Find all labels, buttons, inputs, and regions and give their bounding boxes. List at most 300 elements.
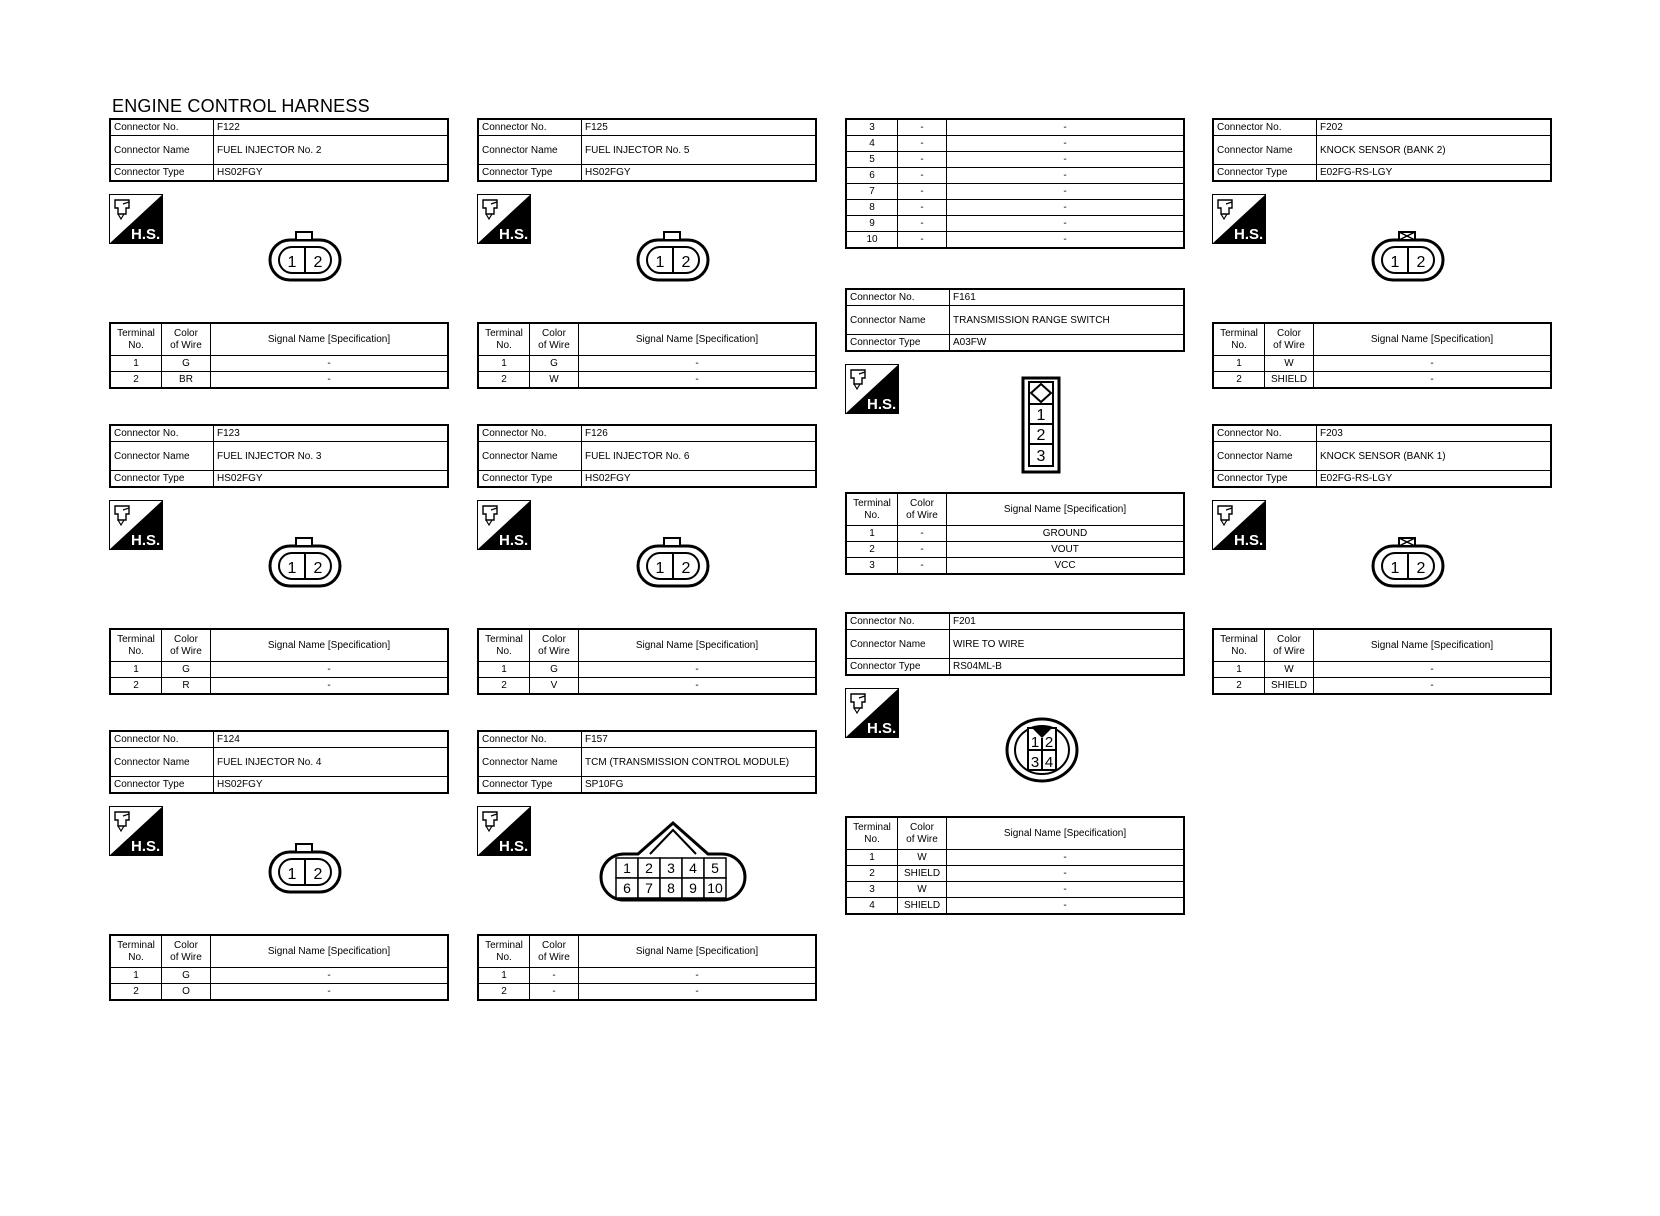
connector-info-f122 [109,118,449,182]
pin-label: 1 [623,860,631,876]
signal-table-f123 [109,628,449,695]
pin-label: 1 [1390,254,1400,271]
hs-label: H.S. [867,720,897,737]
signal-cell: - [211,356,449,372]
table-row [478,662,816,678]
terminal-cell: 2 [846,542,898,558]
pin-label: 1 [287,560,297,577]
harness-side-icon [1212,500,1266,550]
table-row [110,968,448,984]
terminal-cell: 5 [846,152,898,168]
pin-label: 10 [707,880,723,896]
signal-cell: - [579,984,817,1001]
terminal-cell: 2 [110,678,162,695]
pin-label: 1 [287,866,297,883]
signal-cell: VCC [947,558,1185,575]
connector-no-label: Connector No. [110,425,214,442]
pin-label: 7 [645,880,653,896]
terminal-cell: 1 [1213,662,1265,678]
hs-label: H.S. [499,838,529,855]
pin-label: 1 [1036,407,1046,424]
table-row [1213,678,1551,695]
connector-name-label: Connector Name [478,136,582,165]
color-cell: BR [162,372,211,389]
connector-no-value: F157 [582,731,817,748]
connector-face-f157 [598,820,748,909]
signal-table-header [478,935,816,968]
connector-name-value: FUEL INJECTOR No. 4 [214,748,449,777]
color-cell: G [530,662,579,678]
connector-face-f122 [268,230,342,289]
connector-name-label: Connector Name [478,748,582,777]
signal-table-header [1213,629,1551,662]
color-cell: - [898,526,947,542]
table-row [846,119,1184,136]
connector-type-label: Connector Type [110,165,214,182]
connector-no-label: Connector No. [1213,119,1317,136]
pin-label: 4 [689,860,697,876]
signal-cell: - [947,850,1185,866]
connector-no-value: F124 [214,731,449,748]
signal-table-f157 [477,934,817,1001]
connector-info-f203 [1212,424,1552,488]
signal-table-f201 [845,816,1185,915]
connector-face-f126 [636,536,710,595]
connector-type-label: Connector Type [846,659,950,676]
pin-label: 3 [1036,448,1046,465]
connector-info-f126 [477,424,817,488]
hs-label: H.S. [499,532,529,549]
connector-name-value: TRANSMISSION RANGE SWITCH [950,306,1185,335]
connector-no-value: F126 [582,425,817,442]
pin-label: 2 [313,560,323,577]
connector-face-f161 [1021,376,1061,479]
pin-label: 3 [667,860,675,876]
color-header: Color of Wire [162,323,211,356]
table-row [846,184,1184,200]
signal-table-header [846,493,1184,526]
terminal-header: Terminal No. [110,935,162,968]
signal-cell: - [947,882,1185,898]
connector-no-value: F202 [1317,119,1552,136]
signal-cell: - [211,662,449,678]
terminal-cell: 1 [478,662,530,678]
connector-name-value: FUEL INJECTOR No. 3 [214,442,449,471]
connector-no-value: F161 [950,289,1185,306]
color-cell: W [530,372,579,389]
pin-label: 2 [1416,560,1426,577]
terminal-header: Terminal No. [110,629,162,662]
table-row [110,678,448,695]
pin-label: 6 [623,880,631,896]
terminal-cell: 3 [846,119,898,136]
connector-no-value: F201 [950,613,1185,630]
pin-label: 1 [655,254,665,271]
harness-side-icon [845,688,899,738]
terminal-cell: 2 [1213,678,1265,695]
terminal-cell: 2 [478,984,530,1001]
connector-type-value: E02FG-RS-LGY [1317,165,1552,182]
harness-side-icon [477,806,531,856]
table-row [478,372,816,389]
signal-cell: - [947,200,1185,216]
signal-header: Signal Name [Specification] [211,323,449,356]
color-cell: SHIELD [1265,372,1314,389]
terminal-header: Terminal No. [846,817,898,850]
connector-type-value: HS02FGY [582,471,817,488]
connector-name-label: Connector Name [1213,136,1317,165]
signal-cell: - [579,372,817,389]
connector-info-f201 [845,612,1185,676]
pin-label: 2 [681,254,691,271]
terminal-cell: 4 [846,898,898,915]
table-row [846,232,1184,249]
pin-label: 8 [667,880,675,896]
terminal-cell: 1 [1213,356,1265,372]
signal-cell: - [1314,372,1552,389]
connector-name-label: Connector Name [846,306,950,335]
table-row [1213,356,1551,372]
hs-label: H.S. [131,226,161,243]
color-header: Color of Wire [162,629,211,662]
signal-header: Signal Name [Specification] [579,629,817,662]
connector-name-label: Connector Name [110,748,214,777]
signal-table-header [478,629,816,662]
connector-name-label: Connector Name [110,442,214,471]
connector-type-value: SP10FG [582,777,817,794]
color-cell: - [530,984,579,1001]
connector-name-value: WIRE TO WIRE [950,630,1185,659]
harness-side-icon [109,806,163,856]
terminal-header: Terminal No. [110,323,162,356]
terminal-cell: 1 [846,850,898,866]
hs-label: H.S. [131,838,161,855]
harness-side-icon [477,194,531,244]
signal-table-f202 [1212,322,1552,389]
color-header: Color of Wire [530,935,579,968]
table-row [846,542,1184,558]
color-header: Color of Wire [530,323,579,356]
table-row [846,168,1184,184]
connector-no-value: F125 [582,119,817,136]
signal-table-f161 [845,492,1185,575]
hs-label: H.S. [131,532,161,549]
terminal-cell: 8 [846,200,898,216]
terminal-cell: 2 [478,372,530,389]
signal-cell: - [1314,678,1552,695]
color-header: Color of Wire [1265,323,1314,356]
connector-no-label: Connector No. [478,425,582,442]
signal-table-header [846,817,1184,850]
table-row [478,356,816,372]
terminal-cell: 1 [846,526,898,542]
signal-header: Signal Name [Specification] [947,817,1185,850]
signal-cell: - [579,662,817,678]
connector-name-value: FUEL INJECTOR No. 2 [214,136,449,165]
connector-name-value: KNOCK SENSOR (BANK 1) [1317,442,1552,471]
terminal-header: Terminal No. [478,629,530,662]
signal-cell: - [1314,662,1552,678]
signal-cell: - [947,216,1185,232]
signal-table-f125 [477,322,817,389]
connector-face-f202 [1371,230,1445,289]
connector-type-label: Connector Type [846,335,950,352]
signal-table-f157_cont [845,118,1185,249]
terminal-cell: 2 [110,372,162,389]
signal-cell: GROUND [947,526,1185,542]
connector-no-label: Connector No. [110,731,214,748]
table-row [110,356,448,372]
connector-no-value: F203 [1317,425,1552,442]
signal-cell: - [947,168,1185,184]
signal-cell: - [947,866,1185,882]
pin-label: 2 [313,254,323,271]
connector-type-label: Connector Type [478,777,582,794]
color-cell: W [898,850,947,866]
color-cell: G [162,356,211,372]
hs-label: H.S. [1234,226,1264,243]
color-cell: - [898,184,947,200]
connector-name-value: KNOCK SENSOR (BANK 2) [1317,136,1552,165]
signal-header: Signal Name [Specification] [211,935,449,968]
connector-info-f202 [1212,118,1552,182]
connector-face-f124 [268,842,342,901]
pin-label: 1 [1030,734,1040,751]
terminal-cell: 3 [846,558,898,575]
color-header: Color of Wire [898,493,947,526]
pin-label: 2 [1044,734,1054,751]
signal-cell: - [1314,356,1552,372]
table-row [846,200,1184,216]
signal-table-header [478,323,816,356]
pin-label: 1 [287,254,297,271]
color-cell: - [898,542,947,558]
signal-header: Signal Name [Specification] [1314,323,1552,356]
connector-face-f201 [1004,714,1080,789]
color-header: Color of Wire [1265,629,1314,662]
table-row [110,662,448,678]
hs-label: H.S. [867,396,897,413]
terminal-cell: 6 [846,168,898,184]
signal-cell: - [947,232,1185,249]
color-cell: - [530,968,579,984]
signal-cell: - [211,678,449,695]
connector-info-f161 [845,288,1185,352]
pin-label: 3 [1030,754,1040,771]
signal-cell: - [579,968,817,984]
table-row [846,152,1184,168]
terminal-cell: 2 [478,678,530,695]
color-cell: - [898,558,947,575]
terminal-cell: 2 [846,866,898,882]
connector-name-label: Connector Name [478,442,582,471]
terminal-cell: 1 [478,968,530,984]
color-header: Color of Wire [162,935,211,968]
color-cell: G [530,356,579,372]
connector-type-label: Connector Type [478,471,582,488]
color-cell: - [898,136,947,152]
color-cell: - [898,232,947,249]
table-row [846,898,1184,915]
connector-name-value: FUEL INJECTOR No. 5 [582,136,817,165]
signal-table-f122 [109,322,449,389]
signal-cell: - [211,372,449,389]
signal-cell: - [947,136,1185,152]
signal-cell: - [579,678,817,695]
signal-cell: - [579,356,817,372]
color-cell: W [898,882,947,898]
terminal-cell: 1 [110,356,162,372]
connector-face-f123 [268,536,342,595]
signal-header: Signal Name [Specification] [1314,629,1552,662]
connector-type-label: Connector Type [478,165,582,182]
color-cell: - [898,200,947,216]
connector-no-value: F123 [214,425,449,442]
signal-cell: - [947,898,1185,915]
connector-type-value: RS04ML-B [950,659,1185,676]
pin-label: 4 [1044,754,1054,771]
color-cell: - [898,216,947,232]
pin-label: 1 [1390,560,1400,577]
terminal-header: Terminal No. [846,493,898,526]
color-cell: SHIELD [898,898,947,915]
color-cell: G [162,968,211,984]
signal-header: Signal Name [Specification] [947,493,1185,526]
terminal-cell: 2 [1213,372,1265,389]
connector-name-label: Connector Name [1213,442,1317,471]
color-cell: SHIELD [898,866,947,882]
color-cell: O [162,984,211,1001]
color-header: Color of Wire [898,817,947,850]
signal-table-header [110,935,448,968]
color-cell: SHIELD [1265,678,1314,695]
connector-type-value: HS02FGY [214,471,449,488]
color-cell: - [898,119,947,136]
table-row [1213,662,1551,678]
pin-label: 1 [655,560,665,577]
pin-label: 5 [711,860,719,876]
pin-label: 2 [645,860,653,876]
connector-type-value: HS02FGY [214,777,449,794]
harness-side-icon [109,194,163,244]
connector-type-value: E02FG-RS-LGY [1317,471,1552,488]
harness-side-icon [109,500,163,550]
table-row [846,850,1184,866]
connector-no-label: Connector No. [478,731,582,748]
color-cell: V [530,678,579,695]
connector-name-label: Connector Name [110,136,214,165]
connector-info-f124 [109,730,449,794]
connector-type-label: Connector Type [1213,471,1317,488]
page-title: ENGINE CONTROL HARNESS [112,96,370,116]
connector-type-value: A03FW [950,335,1185,352]
connector-type-label: Connector Type [1213,165,1317,182]
table-row [110,372,448,389]
terminal-cell: 3 [846,882,898,898]
table-row [478,968,816,984]
table-row [846,558,1184,575]
connector-name-label: Connector Name [846,630,950,659]
color-cell: - [898,168,947,184]
table-row [846,526,1184,542]
terminal-header: Terminal No. [478,935,530,968]
table-row [846,216,1184,232]
color-cell: - [898,152,947,168]
terminal-cell: 1 [110,968,162,984]
color-cell: G [162,662,211,678]
signal-table-header [1213,323,1551,356]
color-cell: R [162,678,211,695]
connector-type-label: Connector Type [110,471,214,488]
hs-label: H.S. [1234,532,1264,549]
pin-label: 2 [681,560,691,577]
connector-info-f157 [477,730,817,794]
signal-cell: - [947,119,1185,136]
table-row [478,984,816,1001]
connector-no-label: Connector No. [110,119,214,136]
signal-header: Signal Name [Specification] [579,323,817,356]
color-cell: W [1265,356,1314,372]
hs-label: H.S. [499,226,529,243]
signal-table-f124 [109,934,449,1001]
connector-info-f125 [477,118,817,182]
terminal-header: Terminal No. [478,323,530,356]
table-row [110,984,448,1001]
color-cell: W [1265,662,1314,678]
table-row [1213,372,1551,389]
signal-cell: VOUT [947,542,1185,558]
signal-header: Signal Name [Specification] [579,935,817,968]
connector-type-value: HS02FGY [582,165,817,182]
connector-type-label: Connector Type [110,777,214,794]
signal-cell: - [211,984,449,1001]
terminal-header: Terminal No. [1213,629,1265,662]
terminal-cell: 2 [110,984,162,1001]
signal-header: Signal Name [Specification] [211,629,449,662]
harness-side-icon [1212,194,1266,244]
connector-no-label: Connector No. [478,119,582,136]
signal-table-header [110,323,448,356]
table-row [846,866,1184,882]
signal-cell: - [947,152,1185,168]
terminal-cell: 10 [846,232,898,249]
terminal-header: Terminal No. [1213,323,1265,356]
connector-name-value: TCM (TRANSMISSION CONTROL MODULE) [582,748,817,777]
pin-label: 2 [1416,254,1426,271]
signal-cell: - [947,184,1185,200]
terminal-cell: 9 [846,216,898,232]
table-row [846,136,1184,152]
terminal-cell: 1 [110,662,162,678]
table-row [478,678,816,695]
table-row [846,882,1184,898]
connector-name-value: FUEL INJECTOR No. 6 [582,442,817,471]
pin-label: 9 [689,880,697,896]
connector-type-value: HS02FGY [214,165,449,182]
harness-side-icon [477,500,531,550]
terminal-cell: 4 [846,136,898,152]
connector-info-f123 [109,424,449,488]
harness-side-icon [845,364,899,414]
connector-no-value: F122 [214,119,449,136]
signal-table-f126 [477,628,817,695]
signal-table-f203 [1212,628,1552,695]
terminal-cell: 1 [478,356,530,372]
color-header: Color of Wire [530,629,579,662]
terminal-cell: 7 [846,184,898,200]
connector-no-label: Connector No. [846,613,950,630]
connector-face-f203 [1371,536,1445,595]
